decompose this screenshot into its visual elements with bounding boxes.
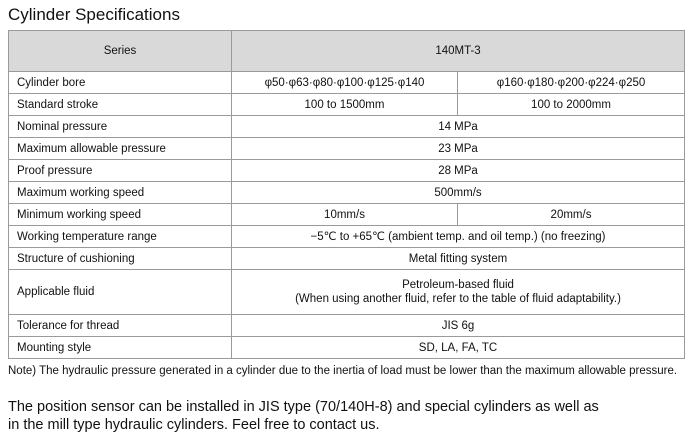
row-value: 10mm/s xyxy=(232,204,458,226)
row-label: Structure of cushioning xyxy=(9,248,232,270)
table-row xyxy=(9,116,685,138)
table-row xyxy=(9,315,685,337)
row-label: Working temperature range xyxy=(9,226,232,248)
row-value: 23 MPa xyxy=(232,138,685,160)
row-value: SD, LA, FA, TC xyxy=(232,337,685,359)
page-title: Cylinder Specifications xyxy=(8,5,180,24)
table-row xyxy=(9,94,685,116)
table-row xyxy=(9,226,685,248)
table-row xyxy=(9,248,685,270)
row-value xyxy=(232,270,685,315)
row-value: JIS 6g xyxy=(232,315,685,337)
table-row xyxy=(9,72,685,94)
row-value: 100 to 1500mm xyxy=(232,94,458,116)
spec-table xyxy=(8,30,685,359)
row-label: Cylinder bore xyxy=(9,72,232,94)
footer-line-2: in the mill type hydraulic cylinders. Feel free to contact us. xyxy=(8,417,380,433)
row-value: 28 MPa xyxy=(232,160,685,182)
series-value: 140MT-3 xyxy=(232,31,685,72)
footer-text xyxy=(8,398,698,434)
table-row xyxy=(9,182,685,204)
row-value: −5℃ to +65℃ (ambient temp. and oil temp.) (no freezing) xyxy=(232,226,685,248)
fluid-line-2: (When using another fluid, refer to the table of fluid adaptability.) xyxy=(295,293,621,305)
table-row xyxy=(9,337,685,359)
table-row xyxy=(9,270,685,315)
table-row xyxy=(9,204,685,226)
table-row xyxy=(9,160,685,182)
row-label: Nominal pressure xyxy=(9,116,232,138)
row-label: Minimum working speed xyxy=(9,204,232,226)
table-note: Note) The hydraulic pressure generated in a cylinder due to the inertia of load must be lower than the maximum allowable pressure. xyxy=(8,365,678,377)
series-header: Series xyxy=(9,31,232,72)
row-label: Maximum working speed xyxy=(9,182,232,204)
table-row xyxy=(9,138,685,160)
row-value: φ160·φ180·φ200·φ224·φ250 xyxy=(458,72,685,94)
row-value: φ50·φ63·φ80·φ100·φ125·φ140 xyxy=(232,72,458,94)
row-value: 14 MPa xyxy=(232,116,685,138)
row-label: Maximum allowable pressure xyxy=(9,138,232,160)
row-value: 20mm/s xyxy=(458,204,685,226)
row-value: Metal fitting system xyxy=(232,248,685,270)
footer-line-1: The position sensor can be installed in JIS type (70/140H-8) and special cylinders as well as xyxy=(8,399,599,415)
fluid-line-1: Petroleum-based fluid xyxy=(402,279,514,291)
row-label: Standard stroke xyxy=(9,94,232,116)
row-value: 500mm/s xyxy=(232,182,685,204)
row-label: Mounting style xyxy=(9,337,232,359)
table-header-row xyxy=(9,31,685,72)
row-label: Tolerance for thread xyxy=(9,315,232,337)
row-label: Proof pressure xyxy=(9,160,232,182)
row-value: 100 to 2000mm xyxy=(458,94,685,116)
row-label: Applicable fluid xyxy=(9,270,232,315)
